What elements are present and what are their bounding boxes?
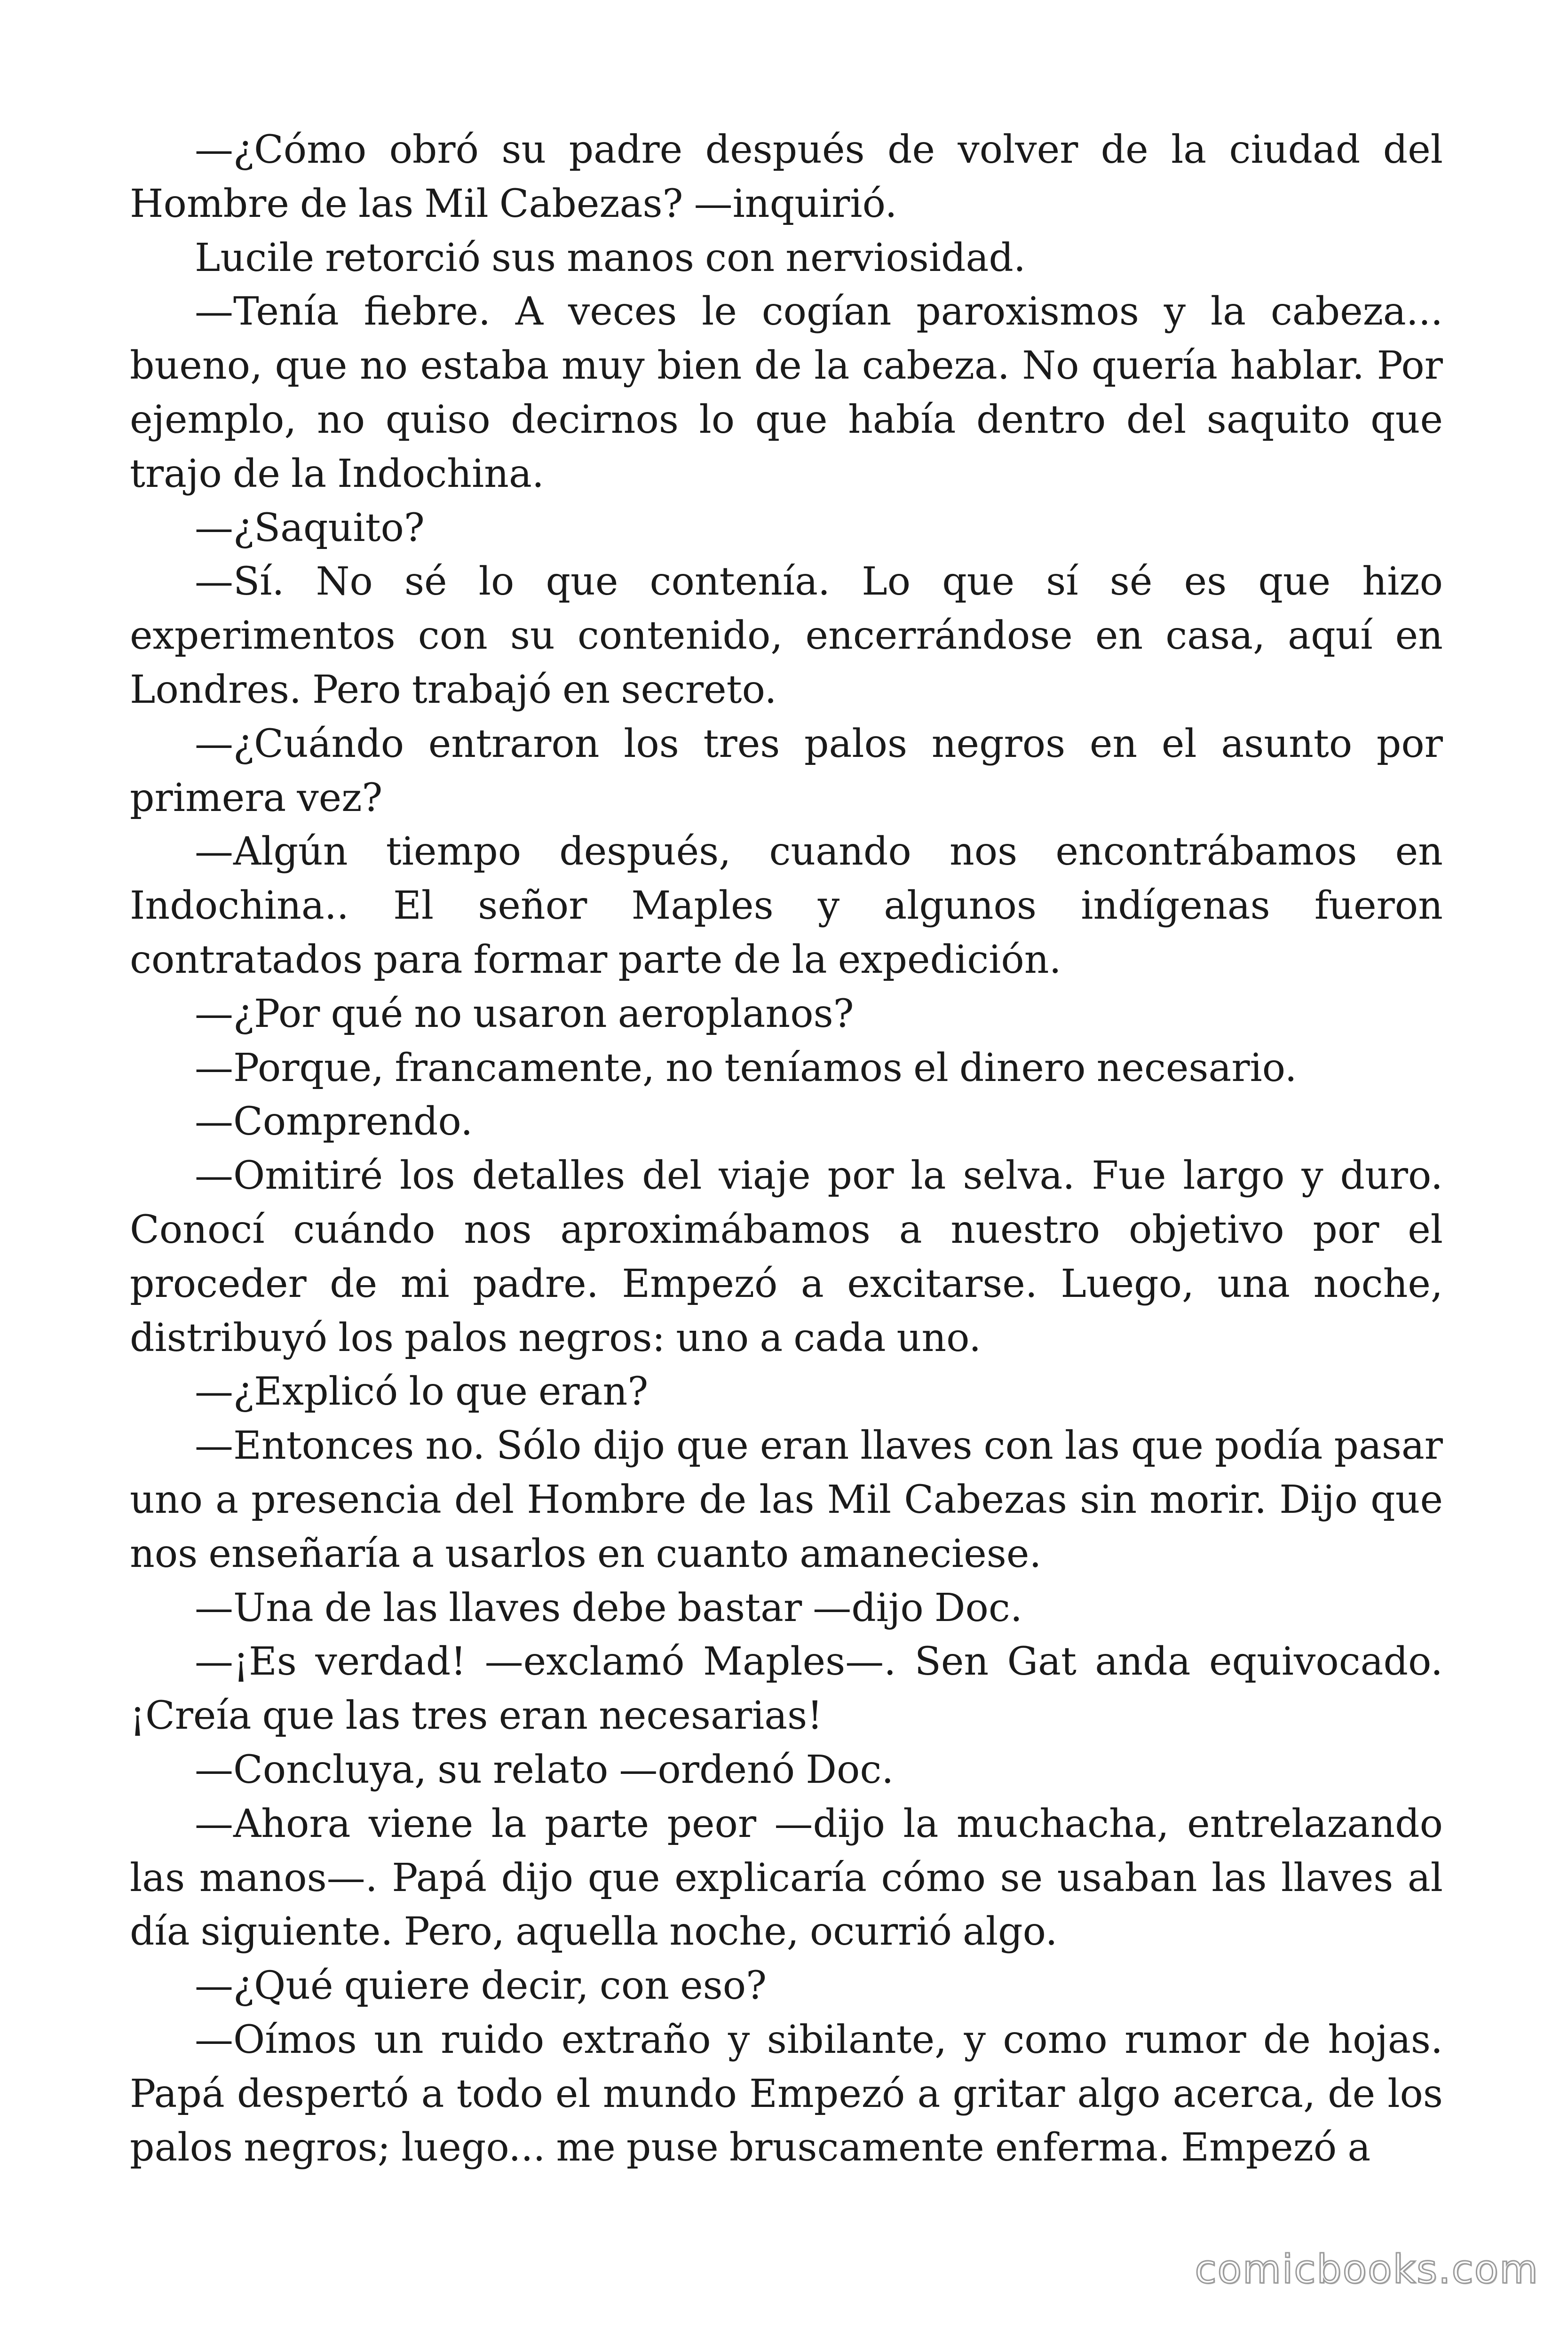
paragraph: —¿Cuándo entraron los tres palos negros en el asunto por primera vez? [130,721,1443,820]
paragraph: —¿Explicó lo que eran? [195,1369,649,1414]
paragraph: —Tenía fiebre. A veces le cogían paroxismos y la cabeza... bueno, que no estaba muy bien de la cabeza. No quería hablar. Por ejemplo, no quiso decirnos lo que había dentro del saquito que trajo de la Indochina. [130,289,1443,496]
paragraph: —Una de las llaves debe bastar —dijo Doc. [195,1585,1022,1630]
paragraph: —Ahora viene la parte peor —dijo la muchacha, entrelazando las manos—. Papá dijo que explicaría cómo se usaban las llaves al día siguiente. Pero, aquella noche, ocurrió algo. [130,1801,1443,1955]
paragraph: —¡Es verdad! —exclamó Maples—. Sen Gat anda equivocado. ¡Creía que las tres eran necesarias! [130,1639,1443,1739]
paragraph: —Porque, francamente, no teníamos el dinero necesario. [195,1045,1297,1090]
paragraph: Lucile retorció sus manos con nerviosidad. [195,235,1026,280]
paragraph: —¿Por qué no usaron aeroplanos? [195,991,854,1036]
paragraph: —Oímos un ruido extraño y sibilante, y como rumor de hojas. Papá despertó a todo el mundo Empezó a gritar algo acerca, de los palos negros; luego... me puse bruscamente enferma. Empezó a [130,2017,1443,2170]
paragraph: —Entonces no. Sólo dijo que eran llaves con las que podía pasar uno a presencia del Hombre de las Mil Cabezas sin morir. Dijo que nos enseñaría a usarlos en cuanto amaneciese. [130,1423,1443,1576]
paragraph: —Concluya, su relato —ordenó Doc. [195,1747,894,1792]
paragraph: —Sí. No sé lo que contenía. Lo que sí sé es que hizo experimentos con su contenido, encerrándose en casa, aquí en Londres. Pero trabajó en secreto. [130,559,1443,712]
paragraph: —Comprendo. [195,1099,473,1144]
paragraph: —¿Cómo obró su padre después de volver de la ciudad del Hombre de las Mil Cabezas? —inquirió. [130,127,1443,226]
body-text [130,123,1443,2175]
paragraph: —¿Saquito? [195,505,425,550]
paragraph: —¿Qué quiere decir, con eso? [195,1963,767,2009]
paragraph: —Omitiré los detalles del viaje por la selva. Fue largo y duro. Conocí cuándo nos aproximábamos a nuestro objetivo por el proceder de mi padre. Empezó a excitarse. Luego, una noche, distribuyó los palos negros: uno a cada uno. [130,1153,1443,1360]
watermark: comicbooks.com [1195,2246,1539,2292]
paragraph: —Algún tiempo después, cuando nos encontrábamos en Indochina.. El señor Maples y algunos indígenas fueron contratados para formar parte de la expedición. [130,829,1443,982]
